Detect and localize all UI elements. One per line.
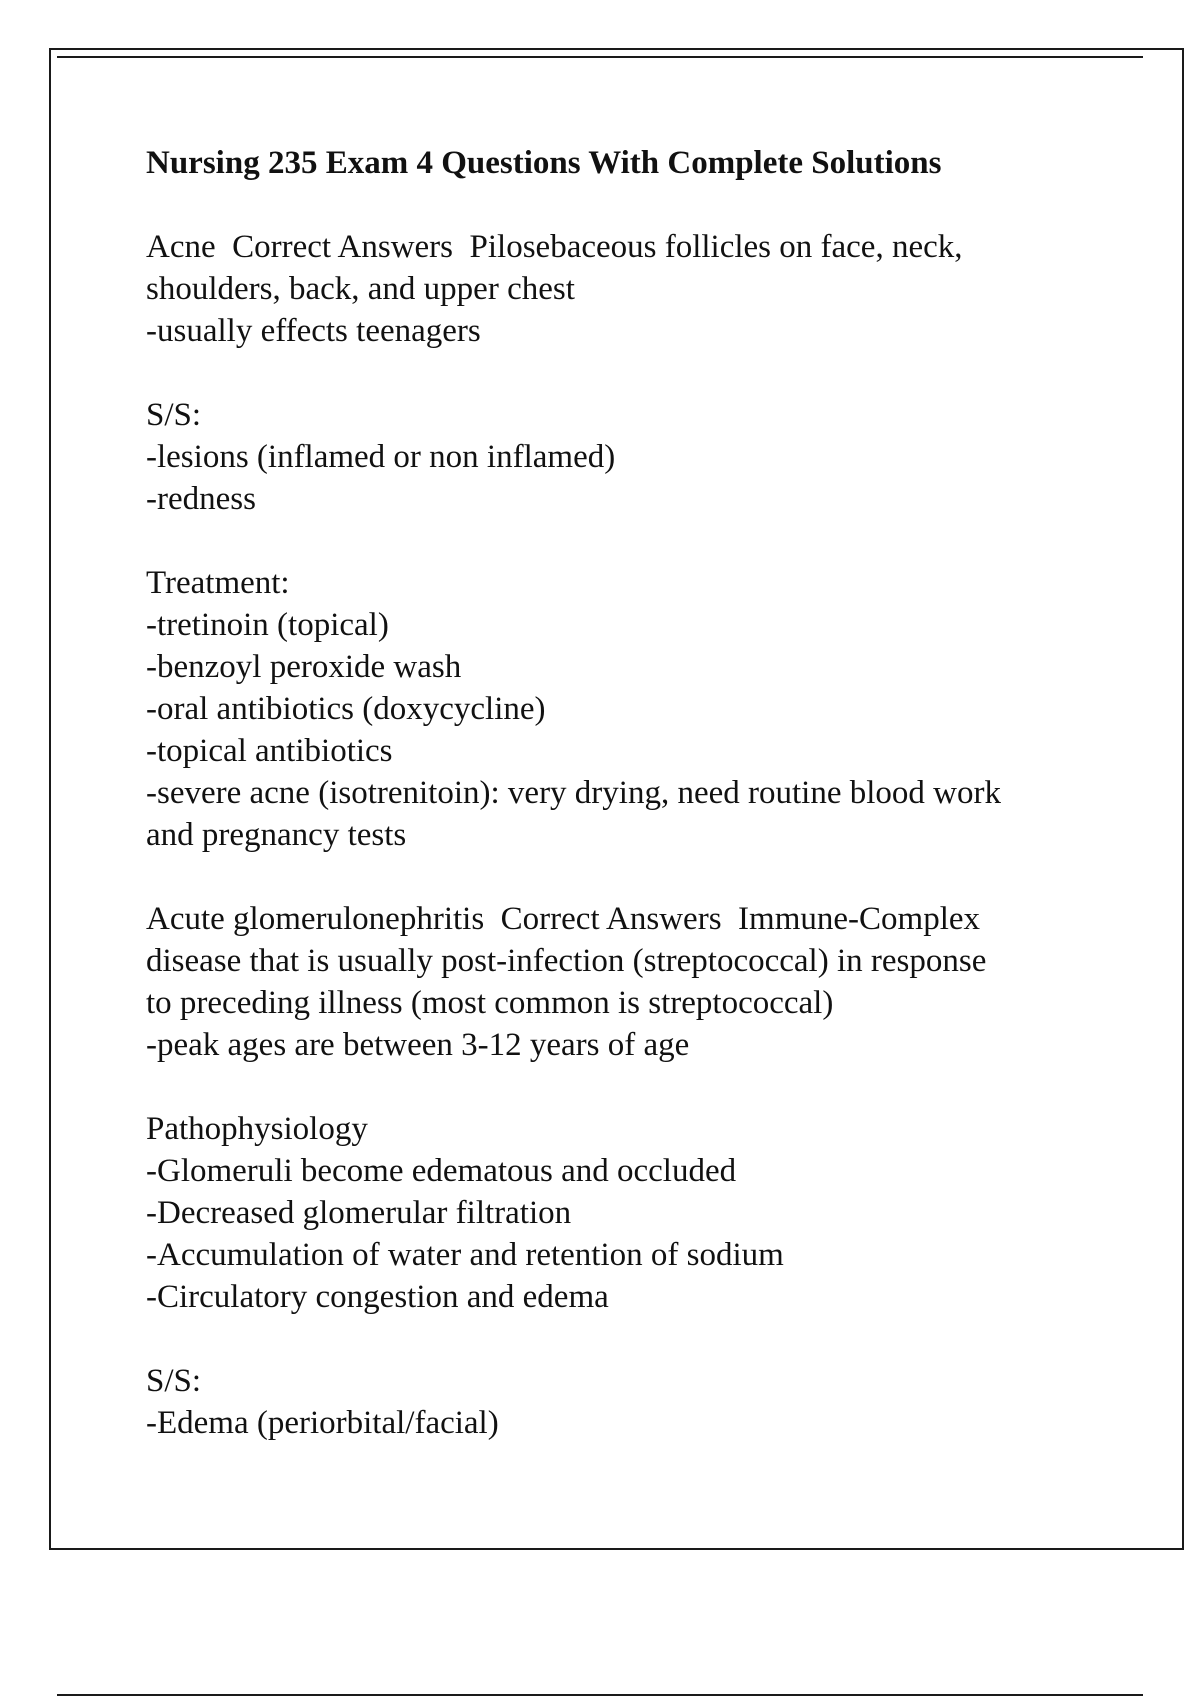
- list-item: and pregnancy tests: [146, 817, 407, 853]
- entry-acute-glomerulonephritis: [146, 898, 1106, 1066]
- entry-term: Acute glomerulonephritis: [146, 901, 485, 937]
- list-item: -redness: [146, 481, 256, 517]
- list-item: -topical antibiotics: [146, 733, 393, 769]
- bottom-divider: [57, 1694, 1143, 1696]
- answer-label: Correct Answers: [500, 901, 722, 937]
- definition-line: Pilosebaceous follicles on face, neck,: [469, 229, 963, 265]
- list-item: -lesions (inflamed or non inflamed): [146, 439, 616, 475]
- section-heading: Treatment:: [146, 565, 290, 601]
- list-item: -Accumulation of water and retention of sodium: [146, 1237, 784, 1273]
- list-item: -Circulatory congestion and edema: [146, 1279, 609, 1315]
- definition-line: Immune-Complex: [738, 901, 981, 937]
- definition-line: -peak ages are between 3-12 years of age: [146, 1027, 690, 1063]
- entry-term: Acne: [146, 229, 216, 265]
- document-title: Nursing 235 Exam 4 Questions With Complete Solutions: [146, 145, 942, 181]
- entry-header: [146, 898, 1106, 940]
- section-treatment: [146, 562, 1106, 856]
- section-heading: Pathophysiology: [146, 1111, 368, 1147]
- definition-line: shoulders, back, and upper chest: [146, 271, 575, 307]
- list-item: -oral antibiotics (doxycycline): [146, 691, 546, 727]
- section-signs-symptoms: [146, 394, 1106, 520]
- list-item: -Glomeruli become edematous and occluded: [146, 1153, 737, 1189]
- list-item: -severe acne (isotrenitoin): very drying, need routine blood work: [146, 775, 1001, 811]
- section-pathophysiology: [146, 1108, 1106, 1318]
- definition-line: disease that is usually post-infection (streptococcal) in response: [146, 943, 987, 979]
- section-heading: S/S:: [146, 397, 202, 433]
- answer-label: Correct Answers: [232, 229, 454, 265]
- section-signs-symptoms: [146, 1360, 1106, 1444]
- list-item: -Edema (periorbital/facial): [146, 1405, 499, 1441]
- section-heading: S/S:: [146, 1363, 202, 1399]
- list-item: -tretinoin (topical): [146, 607, 389, 643]
- entry-acne: [146, 226, 1106, 352]
- list-item: -benzoyl peroxide wash: [146, 649, 462, 685]
- definition-line: -usually effects teenagers: [146, 313, 481, 349]
- document-body: [146, 142, 1106, 1486]
- entry-header: [146, 226, 1106, 268]
- definition-line: to preceding illness (most common is streptococcal): [146, 985, 834, 1021]
- list-item: -Decreased glomerular filtration: [146, 1195, 572, 1231]
- top-divider: [57, 56, 1143, 58]
